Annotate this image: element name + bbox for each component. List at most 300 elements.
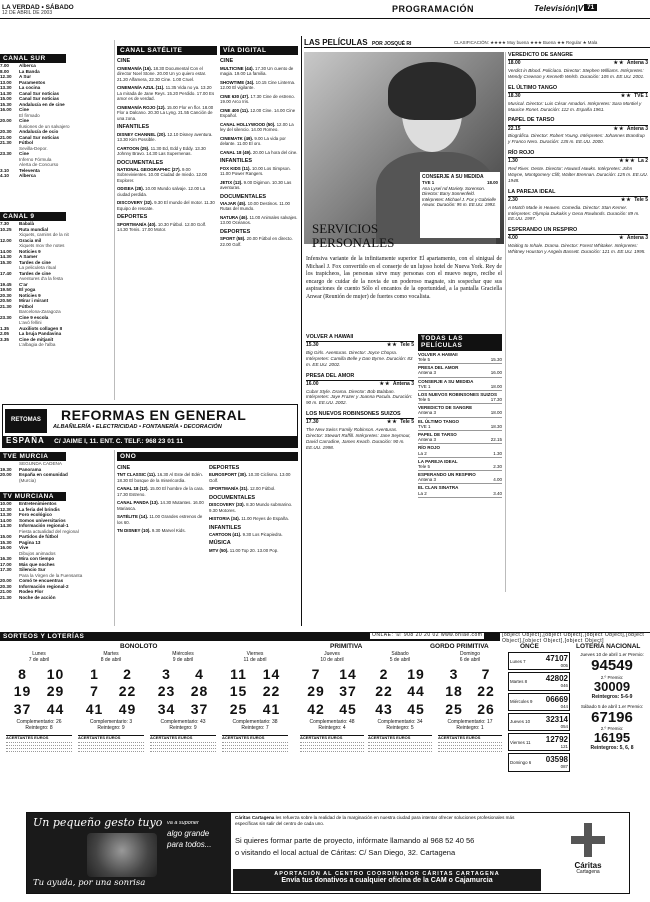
channel-schedule: 15.00 Flor en flor. 18.00 Flor a Dalcano. 20.30 La Lyng. 21.55 Canción de una zona. [117, 104, 214, 121]
channel-name: TNT CLASSIC (11). [117, 472, 158, 478]
peliculas-title: LAS PELÍCULAS [304, 38, 368, 47]
draw-date: 10 de abril [320, 656, 344, 663]
todas-row [418, 431, 502, 444]
channel-name: MTV (50). [209, 547, 230, 553]
schedule-title: Fútbol [19, 303, 34, 309]
schedule-row [0, 595, 66, 601]
channel-name: SPORTMANÍA (31). [209, 486, 250, 492]
schedule-time: 13.30 [0, 512, 12, 518]
gordo-draw [438, 652, 502, 752]
movie-meta [306, 343, 414, 349]
subsection-label: INFANTILES [209, 524, 242, 531]
channel-entry [220, 201, 298, 212]
movie-stars: ★★ [379, 380, 393, 387]
primitiva-draw [368, 652, 432, 752]
todas-meta [418, 464, 502, 469]
aportacion-bar [233, 869, 541, 891]
channel-name: SPORT (58). [220, 236, 247, 242]
todas-title: EL ÚLTIMO TANGO [418, 418, 459, 424]
channel-entry [117, 500, 205, 511]
channel-entry [220, 108, 298, 119]
movie-channel: Antena 3 [392, 380, 414, 387]
todas-meta [418, 397, 502, 402]
channel-entry [220, 166, 298, 177]
channel-entry [220, 236, 298, 247]
movie-body: A Match Made in Heaven. Comedia. Director: Stan Kerner. Intérpretes: Olympia Dukakis y Gena Rowlands. Duración: 89 m. EE.UU. 1997. [508, 204, 640, 222]
prize-table-header: ACERTANTES EUROS [222, 735, 288, 741]
reformas-logo [5, 409, 47, 433]
todas-meta [418, 384, 502, 389]
movie-stars: ★★ [620, 196, 635, 203]
movie-meta [508, 236, 648, 242]
subsection-label: INFANTILES [117, 124, 150, 131]
movie-channel-rating [621, 198, 648, 204]
todas-row [418, 404, 502, 417]
movie-stars: ★ [619, 235, 627, 242]
todas-channel: Tele 5 [418, 397, 431, 403]
channel-name: DISCOVERY (32). [117, 200, 155, 206]
schedule-title: La bruja Pandavina [19, 331, 62, 337]
channel-schedule: 12.10 Disney aventura. 13.30 Kim Possible. [117, 131, 213, 143]
draw-complementario: Complementario: 43 [160, 719, 206, 725]
draw-number: 19 [13, 683, 32, 699]
draw-numbers [300, 666, 364, 719]
todas-title: LOS NUEVOS ROBINSONES SUIZOS [418, 391, 498, 397]
todas-time: 18.00 [490, 383, 502, 389]
channel-name: TN DISNEY (10). [117, 528, 152, 534]
lottery-bar [0, 632, 650, 644]
schedule-time: 21.30 [0, 140, 12, 146]
schedule-time: 20.00 [0, 118, 12, 124]
satelite-cine-label: CINE [117, 58, 131, 65]
bonoloto-draw [78, 652, 144, 752]
schedule-title: Comó te encuentras [19, 578, 64, 584]
draw-day: Lunes [32, 651, 46, 657]
schedule-title: Canal Sur noticias [19, 134, 60, 140]
once-row [508, 652, 570, 670]
reformas-address-bar [3, 436, 297, 447]
todas-meta [418, 424, 502, 429]
channel-schedule: 11.00 Top 20. 13.00 Pop. [229, 547, 279, 553]
header-rule [0, 18, 650, 19]
movie-title: LA PAREJA IDEAL [508, 189, 648, 197]
movie-stars: ★★ [613, 60, 627, 67]
movie-body: Big Girls. Aventuras. Director: Joyce Chopra. Intérpretes: Camilla Belle y Dan Byrne. Duración: 83 m. EE.UU. 2002. [306, 349, 413, 367]
todas-title: PRESA DEL AMOR [418, 365, 459, 371]
todas-channel: La 2 [418, 450, 427, 456]
todas-time: 18.30 [490, 423, 502, 429]
channel-schedule: 15.00 El hombre de la cara. 17.30 Estreno. [117, 486, 204, 497]
schedule-time: 12.30 [0, 506, 12, 512]
via-digital-list [220, 66, 298, 247]
once-values [546, 674, 568, 688]
schedule-row [0, 478, 66, 484]
movie-body: The New Swiss Family Robinson. Aventuras. Director: Stewart Raffill. Intérpretes: Jane Seymour, David Carradine, James Keach. Duración: 90 m. EE.UU. 1998. [306, 427, 411, 450]
nacional-draw [576, 704, 648, 753]
bonoloto-draw [222, 652, 288, 752]
draw-reintegro: Reintegro: 4 [318, 724, 346, 731]
channel-name: CARTOON (41). [209, 531, 243, 537]
channel-schedule: 18.30 Documental Con el director Noel Stone. 20.00 Un yo quiero estar. 21.20 Alfamera, 22.30 Cine. 1.00 Cruel. [117, 65, 207, 82]
col-rule-4 [114, 450, 115, 626]
schedule-title: Canal Sur noticias [19, 96, 60, 102]
movie-meta [508, 61, 648, 67]
nacional-first-prize: 94549 [591, 657, 633, 675]
channel-name: DISCOVERY (33). [209, 502, 247, 508]
draw-number: 44 [46, 700, 65, 717]
channel-schedule: 20.00 La hora del cine. [252, 149, 298, 155]
bonoloto-draw [150, 652, 216, 752]
movie-time: 15.30 [306, 342, 319, 349]
movie-stars: ★★ [386, 342, 401, 349]
schedule-title: A Samer [19, 254, 38, 260]
draw-number: 7 [481, 665, 491, 682]
draw-number: 14 [339, 665, 357, 682]
ono-cine-list [117, 472, 205, 534]
todas-title: TODAS LAS PELÍCULAS [418, 334, 502, 351]
channel-entry [117, 105, 217, 122]
channel-entry [209, 502, 297, 513]
movie-channel-rating [621, 94, 648, 100]
schedule-title: Silencio Sur [19, 567, 46, 573]
ono-title: ONO [117, 452, 298, 461]
schedule-title: C'ar [19, 281, 28, 287]
movie-body: Red River. Oeste. Director: Howard Hawks. Intérpretes: John Wayne, Montgomery Clift, Walter Brennan. Duración: 125 m. EE.UU. 1948. [508, 166, 648, 183]
schedule-title: Pagina 13 [19, 539, 41, 545]
movie-channel: Tele 5 [634, 196, 648, 203]
channel-schedule: 9.00 Digimon. 10.30 Las aventuras. [220, 179, 292, 191]
todas-title: VEREDICTO DE SANGRE [418, 405, 473, 411]
schedule-title: Somos universitarios [19, 517, 66, 523]
schedule-time: 10.25 [0, 226, 12, 232]
paper-name: LA VERDAD • SÁBADO [2, 4, 74, 11]
schedule-time: 14.30 [0, 90, 12, 96]
schedule-title: L'avó fellini [19, 320, 42, 326]
channel-schedule: 11.00 Reyes de España. [241, 516, 289, 522]
channel-schedule: 12.00 Fútbol. [249, 486, 276, 492]
prize-table-line [150, 749, 216, 752]
schedule-title: Ilusiones de un salvajero [19, 123, 70, 129]
channel-name: NATIONAL GEOGRAPHIC (27). [117, 166, 182, 172]
subsection-label: DEPORTES [220, 228, 251, 235]
todas-row [418, 378, 502, 391]
schedule-time: 10.00 [0, 501, 12, 507]
once-day: Martes 8 [510, 678, 528, 684]
once-day: Viernes 11 [510, 739, 531, 745]
todas-title: LA PAREJA IDEAL [418, 458, 458, 464]
schedule-title: Alerta de Concurso [19, 162, 59, 168]
caritas-logo-sub: Cartagena [576, 869, 600, 876]
channel-name: ODISEA (28). [117, 186, 146, 192]
channel-name: CINEMANÍA (16). [117, 65, 154, 71]
caritas-cross-icon [571, 823, 605, 857]
col-rule-1 [114, 40, 115, 400]
nacional-first-prize: 67196 [591, 708, 633, 726]
lottery-section [0, 632, 650, 784]
satelite-title: CANAL SATÉLITE [117, 46, 217, 55]
ono-deportes-list [209, 472, 297, 553]
channel-schedule: 10.30 Fútbol. 12.00 Golf. 14.30 Tenis. 17.00 Motor. [117, 221, 207, 233]
channel-entry [117, 85, 217, 102]
canal-sur-list [0, 63, 70, 179]
movie-stars: ★★ [386, 419, 401, 426]
todas-time: 1.30 [493, 450, 502, 456]
once-values [546, 735, 568, 749]
draw-date: 7 de abril [28, 656, 50, 663]
draw-day: Jueves [324, 651, 340, 657]
schedule-row [0, 173, 66, 179]
movie-stars: ★★★ [619, 158, 638, 165]
schedule-title: Cine [19, 107, 29, 113]
draw-number: 41 [85, 700, 104, 717]
once-number: 06669 [545, 694, 568, 704]
movie-body: Waiting to Inhale. Drama. Director: Forest Whitaker. Intérpretes: Whitney Houston y Angela Bassett. Duración: 121 m. EE.UU. 1995. [508, 243, 646, 255]
schedule-title: Cine [19, 151, 29, 157]
channel-entry [220, 94, 298, 105]
photo-hair-shape [388, 62, 476, 120]
movie-body: Verdict in Blood. Policíaco. Director: Stephen Williams. Intérpretes: Wendy Crewson y Kenneth Welsh. Duración: 105 m. EE.UU. 2001. [508, 67, 645, 79]
channel-schedule: 14.30 Mutantes. 16.00 Mariasca. [117, 500, 204, 511]
schedule-time: 16.30 [0, 556, 12, 562]
schedule-title: Foro ecológico [19, 512, 52, 518]
canal9-block [0, 212, 69, 402]
todas-title: VOLVER A HAWAII [418, 351, 458, 357]
schedule-title: España en comunidad [19, 472, 68, 478]
schedule-time: 7.00 [0, 63, 9, 69]
prize-table-header: ACERTANTES EUROS [78, 735, 144, 741]
channel-entry [209, 548, 297, 554]
draw-number: 22 [375, 683, 393, 699]
schedule-title: Fiesta actualidad del regional [19, 528, 79, 534]
movie-meta [508, 127, 648, 133]
draw-number: 42 [307, 700, 325, 717]
channel-schedule: 9.00 Sobrevivientes. 10.00 Ciudad de miedo. 12.00 Explorer. [117, 166, 208, 183]
subsection-label: DEPORTES [117, 214, 148, 221]
reformas-title: REFORMAS EN GENERAL [61, 407, 247, 423]
todas-row [418, 351, 502, 364]
schedule-time: 12.30 [0, 74, 12, 80]
channel-name: CINE 400 (11). [220, 107, 251, 113]
schedule-time: 15.30 [0, 259, 12, 265]
once-values [546, 755, 568, 769]
todas-meta [418, 491, 502, 496]
once-serie: 046 [560, 683, 568, 689]
schedule-time: 13.30 [0, 85, 12, 91]
schedule-title: Mirar i mirant [19, 298, 49, 304]
movie-title: VOLVER A HAWAII [306, 334, 414, 342]
draw-reintegro: Reintegro: 8 [25, 724, 53, 731]
channel-entry [220, 136, 298, 147]
draw-number: 37 [339, 683, 357, 699]
nacional-second-prize: 30009 [593, 678, 631, 694]
movie-channel-rating [619, 159, 648, 165]
schedule-time: 4.10 [0, 173, 9, 179]
nacional-second-label: 2.º Premio: [600, 726, 624, 732]
via-cine-label: CINE [220, 58, 234, 65]
movie-channel: La 2 [637, 158, 648, 165]
schedule-title: Auxiliots collagen II [19, 325, 63, 331]
schedule-time: 19.45 [0, 281, 12, 287]
draw-reintegro: Reintegro: 7 [241, 724, 269, 731]
tve-murcia-title: TVE MURCIA [0, 452, 66, 461]
draw-number: 3 [162, 665, 171, 682]
prize-table-header: ACERTANTES EUROS [150, 735, 216, 741]
section-title: PROGRAMACIÓN [392, 4, 474, 14]
todas-meta [418, 437, 502, 442]
todas-time: 3.40 [493, 490, 502, 496]
once-title: ONCE [520, 643, 539, 650]
schedule-time: 14.00 [0, 248, 12, 254]
channel-entry [117, 200, 217, 211]
movie-time: 17.30 [306, 419, 319, 426]
schedule-title: El yoga [19, 287, 36, 293]
schedule-title: Tardes de cine [19, 270, 51, 276]
schedule-time: 16.00 [0, 107, 12, 113]
channel-entry [117, 514, 205, 525]
draw-number: 2 [379, 665, 389, 682]
todas-title: RÍO ROJO [418, 445, 441, 451]
draw-number: 41 [262, 700, 281, 717]
draw-number: 4 [195, 665, 204, 682]
draw-numbers [150, 666, 216, 719]
schedule-time: 3.10 [0, 167, 9, 173]
reformas-address: C/ JAIME I, 11. ENT. C. TELF.: 968 23 01 11 [54, 438, 184, 445]
prize-table-line [78, 749, 144, 752]
canal9-list [0, 221, 69, 348]
movie-body: Cuba! Style. Drama. Director: Bob Balaban. Intérpretes: Jaye Frazer y Joanna Pacula. Duración: 90 m. EE.UU. 2002. [306, 388, 413, 406]
schedule-time: 15.00 [0, 96, 12, 102]
via-digital-title: VÍA DIGITAL [220, 46, 298, 55]
draw-number: 49 [118, 700, 137, 717]
once-row [508, 753, 570, 771]
caritas-logo-text: Cáritas [574, 861, 602, 870]
schedule-title: Sevilla-Depor. [19, 145, 48, 151]
once-number: 32314 [545, 714, 568, 724]
schedule-time: 21.00 [0, 134, 12, 140]
todas-channel: Tele 5 [418, 357, 431, 363]
schedule-time: 20.00 [0, 578, 12, 584]
once-day: Jueves 10 [510, 719, 531, 725]
channel-schedule: 11.30 Ed, Edd y Eddy. 13.30 Johnny Bravo. 14.30 Las Supernenas. [117, 145, 206, 157]
draw-number: 28 [190, 683, 209, 699]
todas-row [418, 444, 502, 457]
todas-time: 22.15 [490, 437, 502, 443]
peliculas-legend: CLASIFICACIÓN: ★★★★ Muy buena ★★★ Buena ★★ Regular ★ Mala [454, 40, 598, 45]
movie-stars: ★★ [620, 92, 635, 99]
todas-meta [418, 410, 502, 415]
once-contact: [object Object],[object Object],[object Object],[object Object],[object Object],[object Object] [500, 633, 650, 645]
subsection-label: DOCUMENTALES [220, 193, 267, 200]
once-serie: 121 [560, 744, 568, 750]
schedule-title: Aventures d'a la festa [19, 276, 63, 282]
draw-complementario: Complementario: 48 [309, 719, 355, 725]
movie-meta [306, 382, 414, 388]
ad-child-photo [87, 833, 157, 877]
channel-name: MULTICINE (44). [220, 65, 256, 71]
draw-date: 6 de abril [459, 656, 481, 663]
schedule-title: Barcelona-Zaragoza [19, 309, 61, 315]
channel-entry [117, 186, 217, 197]
schedule-title: Alberca [19, 63, 36, 69]
ono-cine-label: CINE [117, 465, 131, 471]
schedule-time: 19.50 [0, 287, 12, 293]
schedule-time: 23.30 [0, 314, 12, 320]
schedule-title: La Banda [19, 68, 40, 74]
movie-entry [306, 334, 414, 368]
ad-r-text: les refuerza sobre la realidad de la marginación en nuestra ciudad para intentar ofrecer soluciones profesionales más específicas sin salir del centro de cada uno. [235, 815, 515, 826]
prize-table-header: ACERTANTES EUROS [6, 735, 72, 741]
movie-stars: ★★ [613, 125, 627, 132]
schedule-time: 2.05 [0, 331, 9, 337]
draw-reintegro: Reintegro: 9 [169, 724, 197, 731]
lottery-bar-title: SORTEOS Y LOTERÍAS [3, 633, 85, 640]
todas-title: EL CLAN SINATRA [418, 485, 459, 491]
todas-row [418, 471, 502, 484]
schedule-title: Ruta mundial [19, 226, 49, 232]
todas-title: PAPEL DE TARSO [418, 432, 457, 437]
satelite-block [117, 46, 217, 394]
subsection-label: INFANTILES [220, 158, 253, 165]
schedule-title: Xiquets mov the notes [19, 243, 65, 249]
caption-body: Ana Lysel nd Mariety. Sorenson. Director: Barry Sonnenfeld. Intérpretes: Michael J. Fox y Gabrielle Anwar. Duración: 95 m. EE.UU. 1993. [422, 185, 496, 208]
movie-meta [508, 198, 648, 204]
movie-channel-rating [387, 420, 414, 426]
draw-numbers [368, 666, 432, 719]
schedule-title: Canal Sur noticias [19, 90, 60, 96]
subsection-label: MÚSICA [209, 540, 231, 547]
schedule-title: Andalucía de ocio [19, 129, 59, 135]
channel-name: VIAJAR (45). [220, 200, 248, 206]
channel-entry [117, 146, 217, 157]
todas-meta [418, 370, 502, 375]
draw-number: 15 [229, 683, 248, 699]
schedule-title: La peliculeta ritual [19, 265, 57, 271]
movie-entry [306, 411, 414, 450]
mid-movies [306, 334, 414, 592]
movie-time: 2.30 [508, 196, 518, 203]
schedule-title: Xiquets, camins de la nit [19, 232, 69, 238]
movie-entry [508, 227, 648, 255]
channel-name: HISTORIA (34). [209, 516, 242, 522]
draw-numbers [78, 666, 144, 719]
tv-murciana-block [0, 492, 83, 622]
prize-table-line [368, 749, 432, 752]
schedule-title: Para la Virgen de la Fuensanta [19, 572, 83, 578]
schedule-time: 23.30 [0, 151, 12, 157]
schedule-time: 16.00 [0, 545, 12, 551]
nacional-second-label: 2.º Premio: [600, 674, 624, 680]
once-row [508, 733, 570, 751]
once-serie: 044 [560, 703, 568, 709]
schedule-title: Dibujos animados [19, 550, 56, 556]
todas-channel: Antena 3 [418, 370, 437, 376]
schedule-time: 17.30 [0, 567, 12, 573]
movie-entry [306, 373, 414, 407]
primitiva-draw [300, 652, 364, 752]
prize-table-header: ACERTANTES EUROS [438, 735, 502, 741]
draw-complementario: Complementario: 26 [16, 719, 62, 725]
ad-line3: algo grande [167, 829, 210, 838]
draw-complementario: Complementario: 3 [89, 719, 133, 725]
ad-address: o visitando el local actual de Cáritas: C/ San Diego, 32. Cartagena [235, 848, 456, 857]
draw-number: 43 [375, 700, 393, 717]
feature-photo-caption [420, 172, 500, 238]
once-values [546, 695, 568, 709]
movie-channel-rating [614, 127, 648, 133]
schedule-title: Cine [19, 118, 29, 124]
channel-name: SHOWTIME (34). [220, 79, 256, 85]
todas-peliculas [418, 334, 502, 592]
